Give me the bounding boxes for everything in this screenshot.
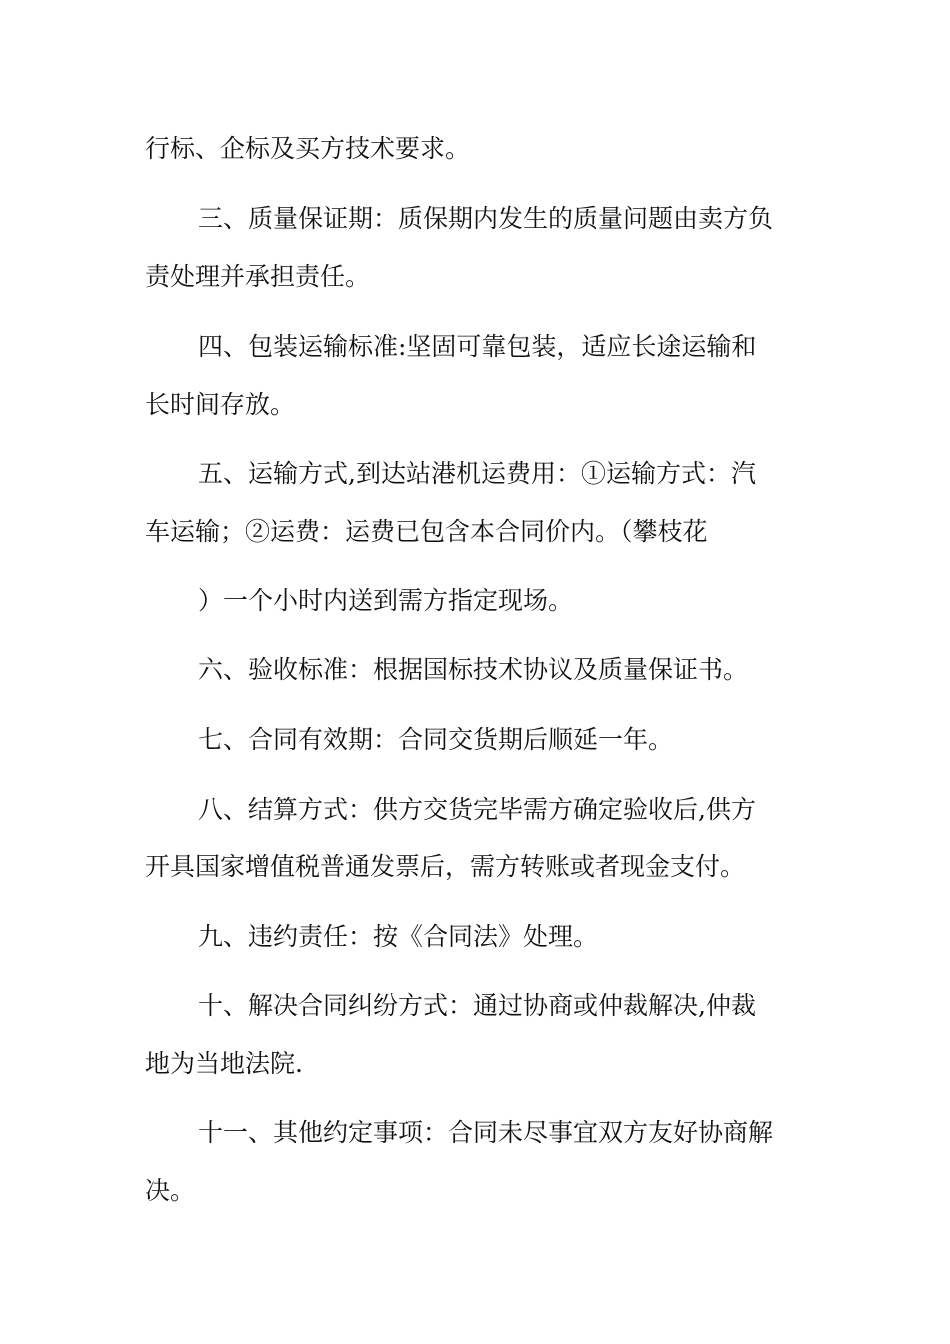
clause-4-line-1: 四、包装运输标准:坚固可靠包装，适应长途运输和 [198, 332, 757, 361]
clause-3-line-1: 三、质量保证期：质保期内发生的质量问题由卖方负 [198, 204, 774, 233]
clause-9-line-1: 九、违约责任：按《合同法》处理。 [198, 922, 599, 951]
clause-11-line-1: 十一、其他约定事项：合同未尽事宜双方友好协商解 [198, 1118, 774, 1147]
clause-10-line-1: 十、解决合同纠纷方式：通过协商或仲裁解决,仲裁 [198, 991, 756, 1020]
clause-4-line-2: 长时间存放。 [145, 390, 296, 419]
clause-8-line-2: 开具国家增值税普通发票后，需方转账或者现金支付。 [145, 852, 746, 881]
clause-7-line-1: 七、合同有效期：合同交货期后顺延一年。 [198, 725, 674, 754]
clause-5-line-2: 车运输；②运费：运费已包含本合同价内。（攀枝花 [145, 517, 708, 546]
clause-8-line-1: 八、结算方式：供方交货完毕需方确定验收后,供方 [198, 795, 756, 824]
text-line-1: 行标、企标及买方技术要求。 [145, 134, 471, 163]
clause-5-line-3: ）一个小时内送到需方指定现场。 [198, 586, 574, 615]
clause-5-line-1: 五、运输方式,到达站港机运费用：①运输方式：汽 [198, 459, 756, 488]
clause-3-line-2: 责处理并承担责任。 [145, 262, 371, 291]
clause-11-line-2: 决。 [145, 1176, 196, 1205]
clause-6-line-1: 六、验收标准：根据国标技术协议及质量保证书。 [198, 655, 749, 684]
clause-10-line-2: 地为当地法院. [145, 1049, 303, 1078]
